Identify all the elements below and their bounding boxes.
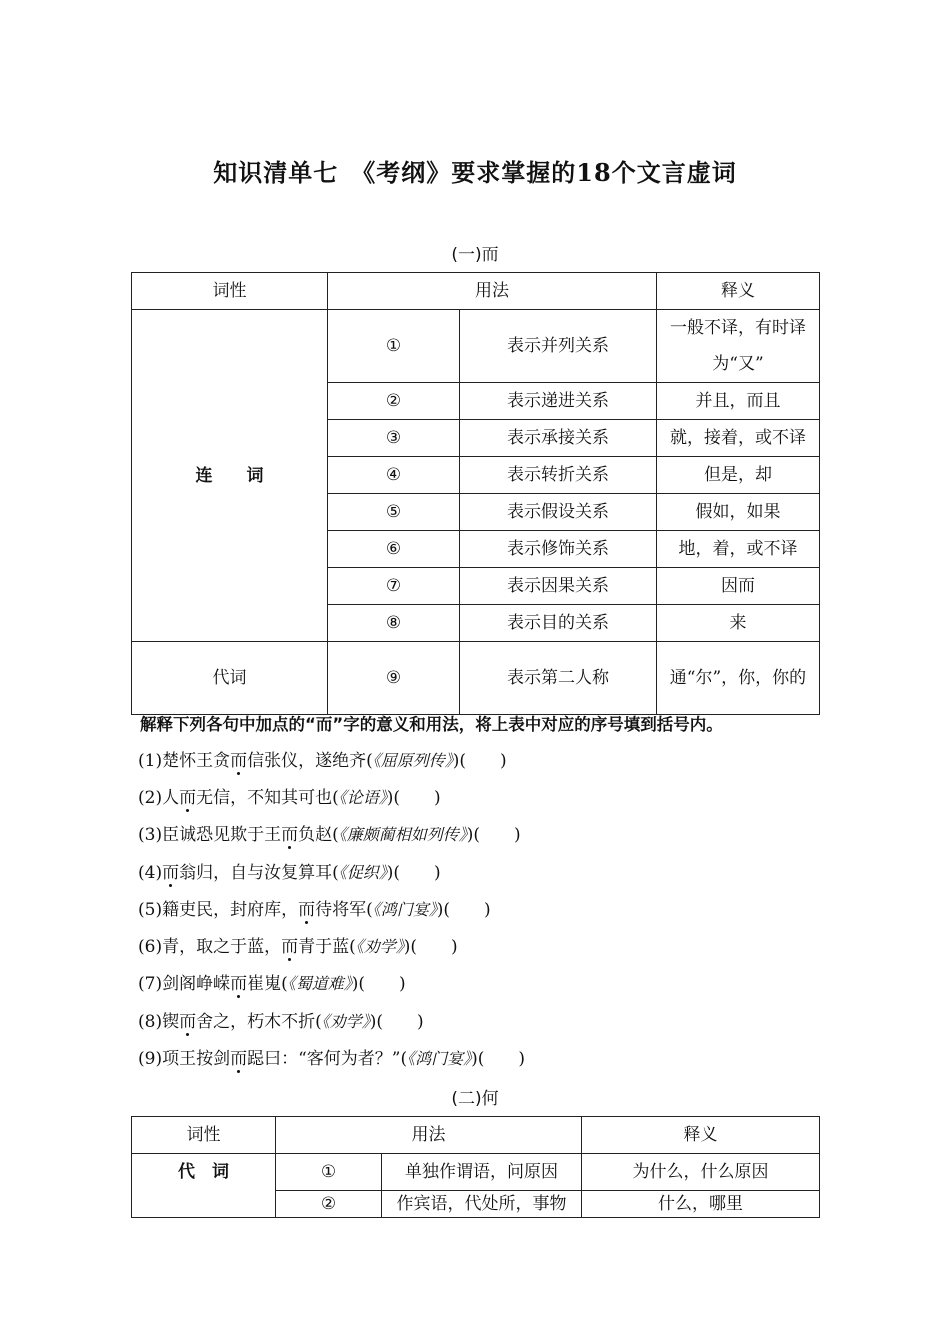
question-9: (9)项王按剑而跽曰：“客何为者？”(《鸿门宴》)( ) — [138, 1044, 525, 1069]
header-meaning: 释义 — [582, 1117, 820, 1154]
row-usage: 表示修饰关系 — [460, 531, 657, 568]
row-usage: 表示转折关系 — [460, 457, 657, 494]
row-meaning: 地，着，或不译 — [657, 531, 820, 568]
question-1: (1)楚怀王贪而信张仪，遂绝齐(《屈原列传》)( ) — [138, 746, 507, 771]
he-usage-table — [131, 1116, 820, 1218]
row-num: ⑤ — [328, 494, 460, 531]
row-num: ④ — [328, 457, 460, 494]
pos-conjunction: 连 词 — [132, 310, 328, 642]
row-num: ⑨ — [328, 642, 460, 715]
row-meaning: 什么，哪里 — [582, 1191, 820, 1218]
row-usage: 表示递进关系 — [460, 383, 657, 420]
row-meaning: 就，接着，或不译 — [657, 420, 820, 457]
source: 《屈原列传》 — [372, 751, 453, 770]
source: 《论语》 — [338, 788, 387, 807]
dotted-char: 而 — [230, 746, 247, 771]
header-meaning: 释义 — [657, 273, 820, 310]
row-num: ③ — [328, 420, 460, 457]
dotted-char: 而 — [298, 895, 315, 920]
row-usage: 表示第二人称 — [460, 642, 657, 715]
question-7: (7)剑阁峥嵘而崔嵬(《蜀道难》)( ) — [138, 969, 406, 994]
row-num: ② — [276, 1191, 382, 1218]
dotted-char: 而 — [179, 783, 196, 808]
section-2-heading: (二)何 — [451, 1089, 499, 1109]
section-1-heading: (一)而 — [451, 245, 499, 265]
row-usage: 作宾语，代处所，事物 — [382, 1191, 582, 1218]
row-num: ⑧ — [328, 605, 460, 642]
row-meaning: 但是，却 — [657, 457, 820, 494]
source: 《劝学》 — [321, 1012, 370, 1031]
row-meaning: 假如，如果 — [657, 494, 820, 531]
er-usage-table — [131, 272, 820, 715]
dotted-char: 而 — [281, 932, 298, 957]
header-usage: 用法 — [276, 1117, 582, 1154]
row-meaning: 为什么，什么原因 — [582, 1154, 820, 1191]
row-usage: 表示目的关系 — [460, 605, 657, 642]
question-6: (6)青，取之于蓝，而青于蓝(《劝学》)( ) — [138, 932, 458, 957]
row-num: ② — [328, 383, 460, 420]
row-meaning: 来 — [657, 605, 820, 642]
dotted-char: 而 — [162, 858, 179, 883]
pos-pronoun: 代词 — [132, 642, 328, 715]
header-pos: 词性 — [132, 273, 328, 310]
header-pos: 词性 — [132, 1117, 276, 1154]
row-meaning: 通“尔”，你，你的 — [657, 642, 820, 715]
source: 《廉颇蔺相如列传》 — [338, 825, 467, 844]
source: 《鸿门宴》 — [407, 1049, 472, 1068]
dotted-char: 而 — [281, 820, 298, 845]
source: 《蜀道难》 — [287, 974, 352, 993]
row-meaning: 因而 — [657, 568, 820, 605]
row-usage: 表示因果关系 — [460, 568, 657, 605]
row-num: ⑦ — [328, 568, 460, 605]
row-usage: 表示承接关系 — [460, 420, 657, 457]
pos-pronoun: 代 词 — [132, 1154, 276, 1218]
source: 《劝学》 — [355, 937, 404, 956]
question-4: (4)而翁归，自与汝复算耳(《促织》)( ) — [138, 858, 441, 883]
row-usage: 表示并列关系 — [460, 310, 657, 383]
instruction: 解释下列各句中加点的“而”字的意义和用法，将上表中对应的序号填到括号内。 — [140, 715, 723, 734]
question-2: (2)人而无信，不知其可也(《论语》)( ) — [138, 783, 441, 808]
row-usage: 单独作谓语，问原因 — [382, 1154, 582, 1191]
source: 《鸿门宴》 — [372, 900, 437, 919]
row-num: ⑥ — [328, 531, 460, 568]
row-usage: 表示假设关系 — [460, 494, 657, 531]
dotted-char: 而 — [179, 1007, 196, 1032]
source: 《促织》 — [338, 863, 387, 882]
row-meaning: 并且，而且 — [657, 383, 820, 420]
row-meaning: 一般不译，有时译为“又” — [657, 310, 820, 383]
question-5: (5)籍吏民，封府库，而待将军(《鸿门宴》)( ) — [138, 895, 491, 920]
page-title: 知识清单七 《考纲》要求掌握的18个文言虚词 — [213, 158, 737, 187]
row-num: ① — [276, 1154, 382, 1191]
header-usage: 用法 — [328, 273, 657, 310]
question-8: (8)锲而舍之，朽木不折(《劝学》)( ) — [138, 1007, 424, 1032]
dotted-char: 而 — [230, 1044, 247, 1069]
question-3: (3)臣诚恐见欺于王而负赵(《廉颇蔺相如列传》)( ) — [138, 820, 521, 845]
row-num: ① — [328, 310, 460, 383]
dotted-char: 而 — [230, 969, 247, 994]
